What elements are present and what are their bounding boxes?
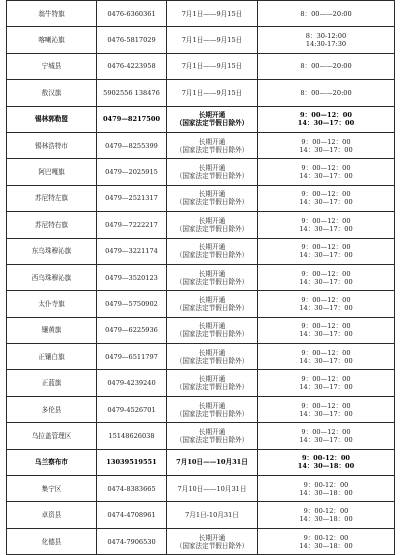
table-row: [7, 317, 395, 343]
period-cell: [167, 185, 258, 211]
region-cell: 宁城县: [7, 53, 97, 79]
period-line: （国家法定节假日除外）: [175, 224, 249, 233]
period-line: （国家法定节假日除外）: [175, 303, 249, 312]
hours-line: 14：30—17：00: [299, 330, 353, 339]
phone-cell: 0476-6360361: [97, 1, 167, 27]
period-line: 长期开通: [198, 322, 226, 331]
period-line: 7月1日——9月15日: [181, 36, 243, 45]
table-row: [7, 80, 395, 106]
table-row: [7, 291, 395, 317]
region-cell: 西乌珠穆沁旗: [7, 264, 97, 290]
hours-line: 8：00——20:00: [300, 9, 352, 18]
table-row: [7, 476, 395, 502]
hours-cell: [258, 132, 395, 158]
period-cell: [167, 476, 258, 502]
hours-line: 14：30—17：00: [299, 145, 353, 154]
phone-cell: 0479—6225936: [97, 317, 167, 343]
period-cell: [167, 1, 258, 27]
period-line: （国家法定节假日除外）: [175, 145, 249, 154]
period-line: 7月1日——9月15日: [181, 62, 243, 71]
period-cell: [167, 317, 258, 343]
hours-line: 8：00——20:00: [300, 62, 352, 71]
period-line: 长期开通: [198, 375, 226, 384]
hours-cell: [258, 476, 395, 502]
hours-line: 9：00—12：00: [301, 427, 351, 436]
period-cell: [167, 106, 258, 132]
period-line: （国家法定节假日除外）: [175, 119, 249, 128]
period-line: 长期开通: [198, 348, 226, 357]
period-line: 7月1日——9月15日: [181, 9, 243, 18]
period-line: （国家法定节假日除外）: [175, 330, 249, 339]
hours-line: 14：30—17：00: [299, 198, 353, 207]
hours-cell: [258, 370, 395, 396]
period-line: （国家法定节假日除外）: [175, 251, 249, 260]
period-line: （国家法定节假日除外）: [175, 172, 249, 181]
hours-line: 14：30—17：00: [299, 277, 353, 286]
hours-line: 8：00——20:00: [300, 88, 352, 97]
hours-cell: [258, 27, 395, 53]
table-row: [7, 159, 395, 185]
region-cell: 翁牛特旗: [7, 1, 97, 27]
table-row: [7, 238, 395, 264]
hours-line: 14：30—17：00: [299, 356, 353, 365]
hours-line: 9：00—12：00: [301, 216, 351, 225]
hours-line: 14：30—17：00: [299, 383, 353, 392]
hours-line: 9：00—12：00: [301, 401, 351, 410]
phone-cell: 0479—3221174: [97, 238, 167, 264]
period-line: 7月1日-10月31日: [185, 511, 239, 520]
period-line: （国家法定节假日除外）: [175, 198, 249, 207]
period-line: 长期开通: [198, 164, 226, 173]
hours-line: 14：30—18：00: [299, 541, 353, 550]
period-cell: [167, 53, 258, 79]
hours-line: 9：00—12：00: [301, 164, 351, 173]
hotline-table: [6, 0, 395, 555]
hotline-table-body: [7, 1, 395, 555]
period-line: 长期开通: [198, 137, 226, 146]
hours-cell: [258, 238, 395, 264]
period-cell: [167, 449, 258, 475]
period-line: 长期开通: [198, 295, 226, 304]
period-cell: [167, 132, 258, 158]
period-line: （国家法定节假日除外）: [175, 383, 249, 392]
hours-line: 14：30—18：00: [299, 488, 353, 497]
hours-cell: [258, 528, 395, 554]
hours-cell: [258, 344, 395, 370]
table-row: [7, 449, 395, 475]
hours-line: 9：00-12：00: [303, 507, 349, 516]
region-cell: 乌拉盖管理区: [7, 423, 97, 449]
hours-line: 14：30—17：00: [297, 119, 355, 128]
phone-cell: 0479—8217500: [97, 106, 167, 132]
phone-cell: 0479—6511797: [97, 344, 167, 370]
region-cell: 锡林浩特市: [7, 132, 97, 158]
period-cell: [167, 264, 258, 290]
hours-cell: [258, 53, 395, 79]
table-row: [7, 1, 395, 27]
phone-cell: 0474-4708961: [97, 502, 167, 528]
period-line: （国家法定节假日除外）: [175, 435, 249, 444]
table-row: [7, 344, 395, 370]
region-cell: 乌兰察布市: [7, 449, 97, 475]
period-cell: [167, 212, 258, 238]
region-cell: 敖汉旗: [7, 80, 97, 106]
region-cell: 集宁区: [7, 476, 97, 502]
phone-cell: 0479-4239240: [97, 370, 167, 396]
region-cell: 卓资县: [7, 502, 97, 528]
region-cell: 苏尼特左旗: [7, 185, 97, 211]
hours-line: 9：00—12：00: [301, 322, 351, 331]
phone-cell: 0479-4526701: [97, 396, 167, 422]
region-cell: 苏尼特右旗: [7, 212, 97, 238]
region-cell: 东乌珠穆沁旗: [7, 238, 97, 264]
period-cell: [167, 370, 258, 396]
hours-line: 14：30—17：00: [299, 409, 353, 418]
hours-cell: [258, 449, 395, 475]
table-row: [7, 185, 395, 211]
phone-cell: 0479—5750902: [97, 291, 167, 317]
hours-line: 14：30—17：00: [299, 435, 353, 444]
hours-cell: [258, 212, 395, 238]
period-cell: [167, 423, 258, 449]
region-cell: 化德县: [7, 528, 97, 554]
period-line: （国家法定节假日除外）: [175, 356, 249, 365]
hours-cell: [258, 106, 395, 132]
period-line: 长期开通: [198, 269, 226, 278]
period-cell: [167, 528, 258, 554]
hours-line: 9：00-12：00: [303, 480, 349, 489]
hours-line: 9：00-12：00: [303, 533, 349, 542]
period-line: 长期开通: [198, 111, 226, 120]
hours-cell: [258, 423, 395, 449]
hours-line: 9：00-12：00: [301, 454, 351, 463]
hours-line: 9：00—12：00: [301, 375, 351, 384]
hours-cell: [258, 185, 395, 211]
period-line: 7月10日——10月31日: [176, 458, 248, 467]
table-row: [7, 132, 395, 158]
hours-cell: [258, 317, 395, 343]
table-row: [7, 370, 395, 396]
period-line: 7月1日——9月15日: [181, 88, 243, 97]
hours-line: 14：30—17：00: [299, 251, 353, 260]
period-cell: [167, 238, 258, 264]
hours-line: 14：30—18：00: [299, 515, 353, 524]
phone-cell: 0476-4223958: [97, 53, 167, 79]
period-line: 长期开通: [198, 401, 226, 410]
period-line: 长期开通: [198, 190, 226, 199]
period-line: （国家法定节假日除外）: [175, 409, 249, 418]
period-cell: [167, 27, 258, 53]
table-row: [7, 423, 395, 449]
hours-line: 8：30-12:00: [305, 32, 347, 41]
hours-line: 9：00—12：00: [301, 348, 351, 357]
hours-line: 14:30-17:30: [305, 40, 347, 49]
region-cell: 正蓝旗: [7, 370, 97, 396]
hours-line: 14：30—17：00: [299, 172, 353, 181]
period-line: 长期开通: [198, 216, 226, 225]
hours-cell: [258, 264, 395, 290]
hours-cell: [258, 502, 395, 528]
region-cell: 喀喇沁旗: [7, 27, 97, 53]
period-cell: [167, 344, 258, 370]
region-cell: 多伦县: [7, 396, 97, 422]
phone-cell: 0479—7222217: [97, 212, 167, 238]
hours-line: 9：00—12：00: [301, 190, 351, 199]
hours-cell: [258, 80, 395, 106]
region-cell: 锡林郭勒盟: [7, 106, 97, 132]
table-row: [7, 53, 395, 79]
region-cell: 正镶白旗: [7, 344, 97, 370]
period-line: 7月10日——10月31日: [177, 484, 247, 493]
hours-line: 9：00—12：00: [301, 137, 351, 146]
phone-cell: 0479—2025915: [97, 159, 167, 185]
phone-cell: 0479—2521317: [97, 185, 167, 211]
period-line: 长期开通: [198, 243, 226, 252]
hours-line: 9：00—12：00: [301, 243, 351, 252]
period-cell: [167, 396, 258, 422]
hours-cell: [258, 159, 395, 185]
phone-cell: 0476-5817029: [97, 27, 167, 53]
phone-cell: 13039519551: [97, 449, 167, 475]
table-row: [7, 528, 395, 554]
period-cell: [167, 502, 258, 528]
region-cell: 太仆寺旗: [7, 291, 97, 317]
region-cell: 镶黄旗: [7, 317, 97, 343]
phone-cell: 15148626038: [97, 423, 167, 449]
hours-line: 14：30—17：00: [299, 224, 353, 233]
period-line: 长期开通: [198, 533, 226, 542]
hours-cell: [258, 396, 395, 422]
table-row: [7, 212, 395, 238]
period-cell: [167, 159, 258, 185]
phone-cell: 5902556 138476: [97, 80, 167, 106]
hours-line: 9：00—12：00: [300, 111, 352, 120]
hours-cell: [258, 1, 395, 27]
phone-cell: 0474-7906530: [97, 528, 167, 554]
table-row: [7, 106, 395, 132]
period-line: 长期开通: [198, 427, 226, 436]
table-row: [7, 264, 395, 290]
hours-cell: [258, 291, 395, 317]
period-line: （国家法定节假日除外）: [175, 541, 249, 550]
period-line: （国家法定节假日除外）: [175, 277, 249, 286]
hours-line: 9：00—12：00: [301, 295, 351, 304]
period-cell: [167, 80, 258, 106]
phone-cell: 0479—3520123: [97, 264, 167, 290]
table-row: [7, 396, 395, 422]
region-cell: 阿巴嘎旗: [7, 159, 97, 185]
hours-line: 14：30—18：00: [297, 462, 355, 471]
period-cell: [167, 291, 258, 317]
phone-cell: 0474-8383665: [97, 476, 167, 502]
table-row: [7, 502, 395, 528]
table-row: [7, 27, 395, 53]
hours-line: 14：30—17：00: [299, 303, 353, 312]
phone-cell: 0479—8255399: [97, 132, 167, 158]
hours-line: 9：00—12：00: [301, 269, 351, 278]
